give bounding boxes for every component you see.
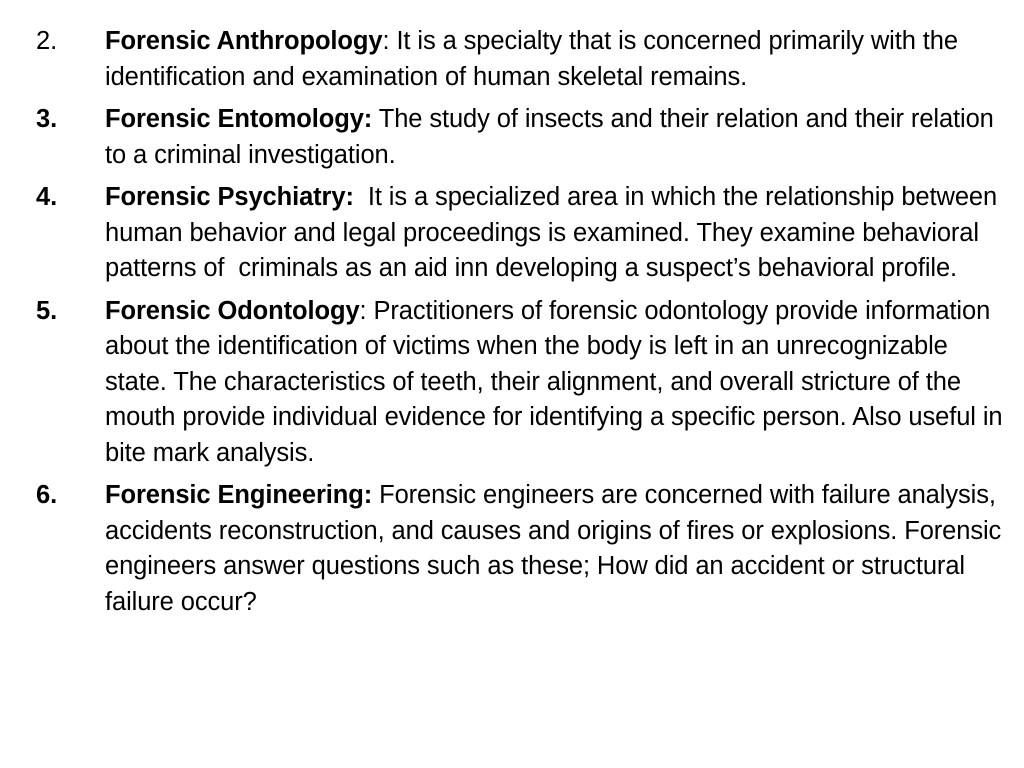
forensic-specialties-list	[36, 24, 1010, 627]
item-term: Forensic Psychiatry:	[105, 183, 354, 211]
item-term: Forensic Odontology	[105, 296, 360, 325]
list-item-anthropology	[36, 24, 1006, 95]
item-number: 2.	[36, 27, 58, 55]
list-item-psychiatry	[36, 180, 1006, 287]
item-description: Forensic engineers are concerned with failure analysis, accidents reconstruction, and causes and origins of fires or explosions. Forensic engineers answer questions such as these; How did an accident or structural failure occur?	[105, 481, 1009, 616]
item-number: 3.	[36, 105, 58, 133]
list-item-engineering	[36, 478, 1009, 620]
item-description: : Practitioners of forensic odontology provide information about the identification of victims when the body is left in an unrecognizable state. The characteristics of teeth, their alignment, and overall stricture of the mouth provide individual evidence for identifying a specific person. Also useful in bite mark analysis.	[105, 296, 1010, 467]
item-term: Forensic Entomology:	[105, 105, 373, 133]
item-number: 5.	[36, 296, 58, 325]
item-description: The study of insects and their relation and their relation to a criminal investigation.	[105, 105, 1001, 169]
list-item-odontology	[36, 294, 1010, 472]
list-item-entomology	[36, 102, 1006, 173]
item-term: Forensic Engineering:	[105, 481, 373, 509]
item-number: 6.	[36, 481, 58, 509]
item-description: It is a specialized area in which the relationship between human behavior and legal proceedings is examined. They examine behavioral patterns of criminals as an aid inn developing a suspect’s behavioral profile.	[105, 183, 1005, 282]
item-description: : It is a specialty that is concerned primarily with the identification and examination of human skeletal remains.	[105, 27, 965, 91]
item-number: 4.	[36, 183, 58, 211]
item-term: Forensic Anthropology	[105, 27, 383, 55]
